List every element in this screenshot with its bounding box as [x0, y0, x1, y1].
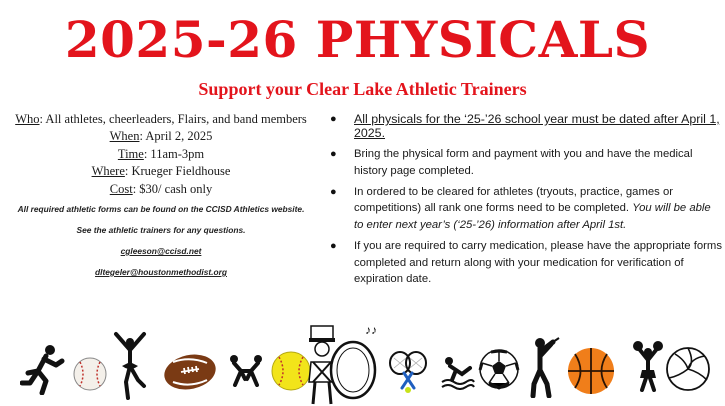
who-line: [2, 111, 320, 128]
event-info: [2, 111, 320, 198]
who-label: Who: [15, 112, 40, 126]
tennis-icon: [386, 350, 430, 394]
wrestlers-icon: [225, 353, 267, 387]
bullet-icon: ●: [330, 148, 337, 161]
list-item: [330, 184, 722, 233]
list-item: [330, 238, 722, 287]
golfer-icon: [525, 336, 561, 398]
email-link-1[interactable]: cgleeson@ccisd.net: [120, 246, 202, 256]
sports-icon-strip: [0, 318, 725, 406]
where-label: Where: [91, 164, 125, 179]
soccer-ball-icon: [478, 348, 520, 390]
list-item: [330, 146, 722, 179]
cost-label: Cost: [109, 181, 133, 196]
cost-value: : $30/ cash only: [132, 181, 213, 196]
drum-major-icon: [307, 322, 387, 406]
football-icon: [163, 353, 217, 391]
baseball-icon: [72, 356, 108, 392]
where-line: [2, 163, 320, 180]
cost-line: [2, 181, 320, 198]
bullet-text-3-italic: You will be able to enter next year’s (‘25-’26) information after April 1st.: [354, 202, 711, 231]
bullet-icon: ●: [330, 240, 337, 253]
basketball-icon: [566, 346, 616, 396]
when-label: When: [109, 129, 140, 144]
dancer-icon: [110, 328, 150, 400]
bullet-icon: ●: [330, 186, 337, 198]
time-value: : 11am-3pm: [143, 146, 205, 161]
runner-icon: [20, 343, 66, 395]
svg-text:♪♪: ♪♪: [365, 323, 377, 337]
page-subtitle: Support your Clear Lake Athletic Trainers: [198, 79, 527, 99]
bullet-text-1: All physicals for the ‘25-’26 school year must be dated after April 1, 2025.: [354, 112, 720, 140]
when-value: : April 2, 2025: [139, 129, 213, 144]
contact-note: See the athletic trainers for any questions.: [76, 225, 246, 235]
time-label: Time: [117, 146, 144, 161]
swimmer-icon: [440, 354, 476, 390]
where-value: : Krueger Fieldhouse: [124, 164, 231, 179]
time-line: [2, 146, 320, 163]
list-item: [330, 113, 722, 140]
when-line: [2, 128, 320, 145]
bullet-text-4: If you are required to carry medication, please have the appropriate forms completed and return along with your medication for verification of expiration date.: [354, 240, 722, 286]
softball-icon: [270, 350, 312, 392]
volleyball-icon: [665, 346, 711, 392]
email-link-2[interactable]: dltegeler@houstonmethodist.org: [95, 267, 227, 277]
forms-note: All required athletic forms can be found on the CCISD Athletics website.: [17, 204, 305, 214]
bullet-text-2: Bring the physical form and payment with you and have the medical history page completed.: [354, 148, 693, 177]
page-title: 2025-26 PHYSICALS: [64, 10, 651, 69]
cheerleader-icon: [632, 340, 664, 392]
requirements-list: [330, 113, 722, 292]
bullet-text-3: In ordered to be cleared for athletes (tryouts, practice, games or competitions) all rank one forms need to be completed.: [354, 186, 673, 215]
who-value: : All athletes, cheerleaders, Flairs, and band members: [39, 112, 307, 126]
notes: [2, 203, 320, 287]
bullet-icon: ●: [330, 113, 337, 125]
